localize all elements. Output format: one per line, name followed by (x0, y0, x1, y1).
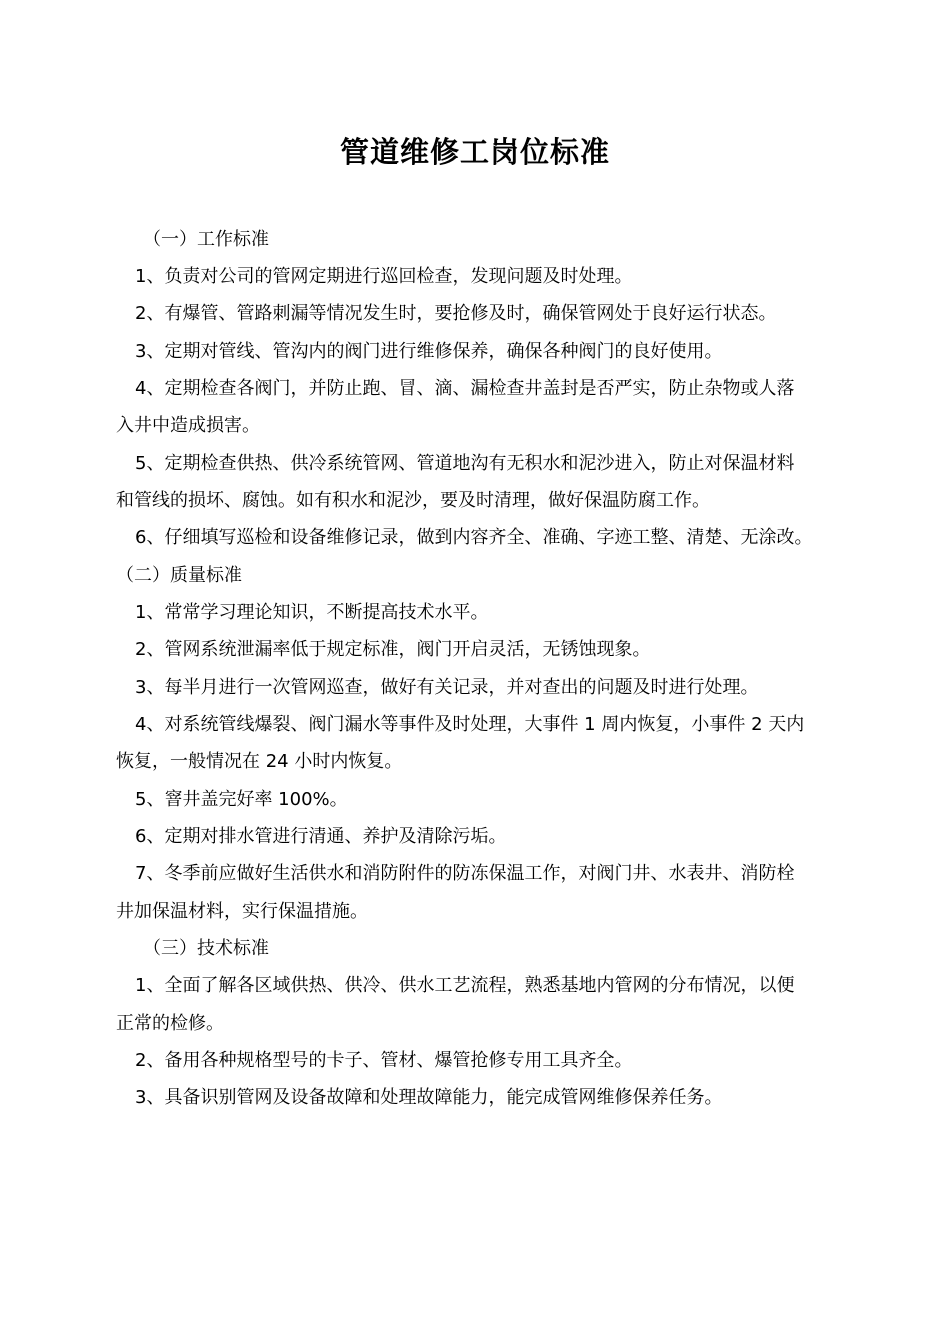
paragraph-line: 4、对系统管线爆裂、阀门漏水等事件及时处理，大事件 1 周内恢复，小事件 2 天内 (135, 714, 805, 735)
paragraph-line: 2、有爆管、管路刺漏等情况发生时，要抢修及时，确保管网处于良好运行状态。 (135, 303, 777, 324)
paragraph-line: 井加保温材料，实行保温措施。 (116, 901, 368, 922)
document-title: 管道维修工岗位标准 (339, 135, 610, 169)
paragraph-line: 5、定期检查供热、供冷系统管网、管道地沟有无积水和泥沙进入，防止对保温材料 (135, 453, 795, 474)
paragraph-line: 6、定期对排水管进行清通、养护及清除污垢。 (135, 826, 507, 847)
paragraph-line: 6、仔细填写巡检和设备维修记录，做到内容齐全、准确、字迹工整、清楚、无涂改。 (135, 527, 813, 548)
paragraph-line: 2、备用各种规格型号的卡子、管材、爆管抢修专用工具齐全。 (135, 1050, 633, 1071)
paragraph-line: 4、定期检查各阀门，并防止跑、冒、滴、漏检查井盖封是否严实，防止杂物或人落 (135, 378, 795, 399)
section-heading-technical-standard: （三）技术标准 (143, 938, 269, 959)
paragraph-line: 1、常常学习理论知识，不断提高技术水平。 (135, 602, 489, 623)
paragraph-line: 正常的检修。 (116, 1013, 224, 1034)
paragraph-line: 1、全面了解各区域供热、供冷、供水工艺流程，熟悉基地内管网的分布情况，以便 (135, 975, 795, 996)
paragraph-line: 5、窨井盖完好率 100%。 (135, 789, 348, 810)
paragraph-line: 恢复，一般情况在 24 小时内恢复。 (116, 751, 403, 772)
paragraph-line: 7、冬季前应做好生活供水和消防附件的防冻保温工作，对阀门井、水表井、消防栓 (135, 863, 795, 884)
paragraph-line: 1、负责对公司的管网定期进行巡回检查，发现问题及时处理。 (135, 266, 633, 287)
paragraph-line: 3、每半月进行一次管网巡查，做好有关记录，并对查出的问题及时进行处理。 (135, 677, 759, 698)
paragraph-line: 3、具备识别管网及设备故障和处理故障能力，能完成管网维修保养任务。 (135, 1087, 723, 1108)
section-heading-work-standard: （一）工作标准 (143, 229, 269, 250)
paragraph-line: 2、管网系统泄漏率低于规定标准，阀门开启灵活，无锈蚀现象。 (135, 639, 651, 660)
paragraph-line: 3、定期对管线、管沟内的阀门进行维修保养，确保各种阀门的良好使用。 (135, 341, 723, 362)
paragraph-line: 和管线的损坏、腐蚀。如有积水和泥沙，要及时清理，做好保温防腐工作。 (116, 490, 710, 511)
paragraph-line: 入井中造成损害。 (116, 415, 260, 436)
section-heading-quality-standard: （二）质量标准 (116, 565, 242, 586)
